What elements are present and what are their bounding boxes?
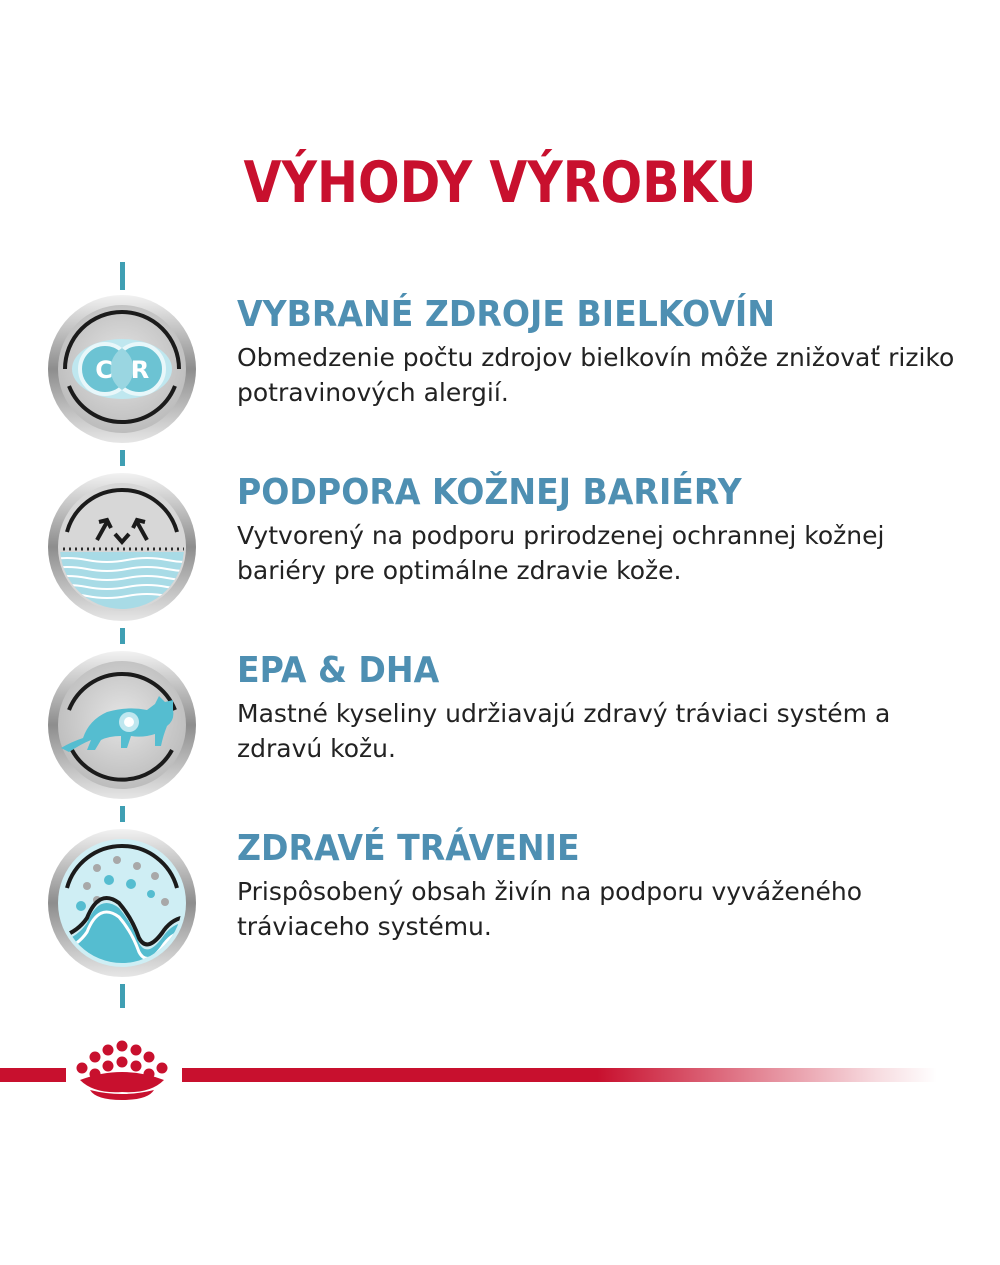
skin-barrier-icon: [47, 472, 197, 622]
benefit-item: [0, 294, 1000, 454]
benefit-description: Obmedzenie počtu zdrojov bielkovín môže znižovať riziko potravinových alergií.: [237, 343, 955, 407]
cr-protein-icon: [47, 294, 197, 444]
benefit-title: PODPORA KOŽNEJ BARIÉRY: [237, 472, 742, 513]
benefit-description: Mastné kyseliny udržiavajú zdravý tráviaci systém a zdravú kožu.: [237, 699, 891, 763]
spine-top: [120, 262, 125, 290]
benefit-description: Vytvorený na podporu prirodzenej ochrannej kožnej bariéry pre optimálne zdravie kože.: [237, 521, 885, 585]
digestion-icon: [47, 828, 197, 978]
svg-text:R: R: [130, 356, 150, 384]
benefit-item: [0, 650, 1000, 810]
benefit-title: VYBRANÉ ZDROJE BIELKOVÍN: [237, 294, 775, 335]
benefit-title: ZDRAVÉ TRÁVENIE: [237, 828, 580, 869]
benefit-title: EPA & DHA: [237, 650, 440, 691]
svg-text:C: C: [95, 356, 113, 384]
footer-band-left: [0, 1068, 66, 1082]
footer-band-right: [182, 1068, 937, 1082]
royal-crown-logo: [66, 1040, 178, 1104]
benefit-description: Prispôsobený obsah živín na podporu vyváženého tráviaceho systému.: [237, 877, 863, 941]
page-title: VÝHODY VÝROBKU: [243, 150, 757, 216]
benefit-item: [0, 472, 1000, 632]
cat-epa-dha-icon: [47, 650, 197, 800]
benefit-item: [0, 828, 1000, 988]
